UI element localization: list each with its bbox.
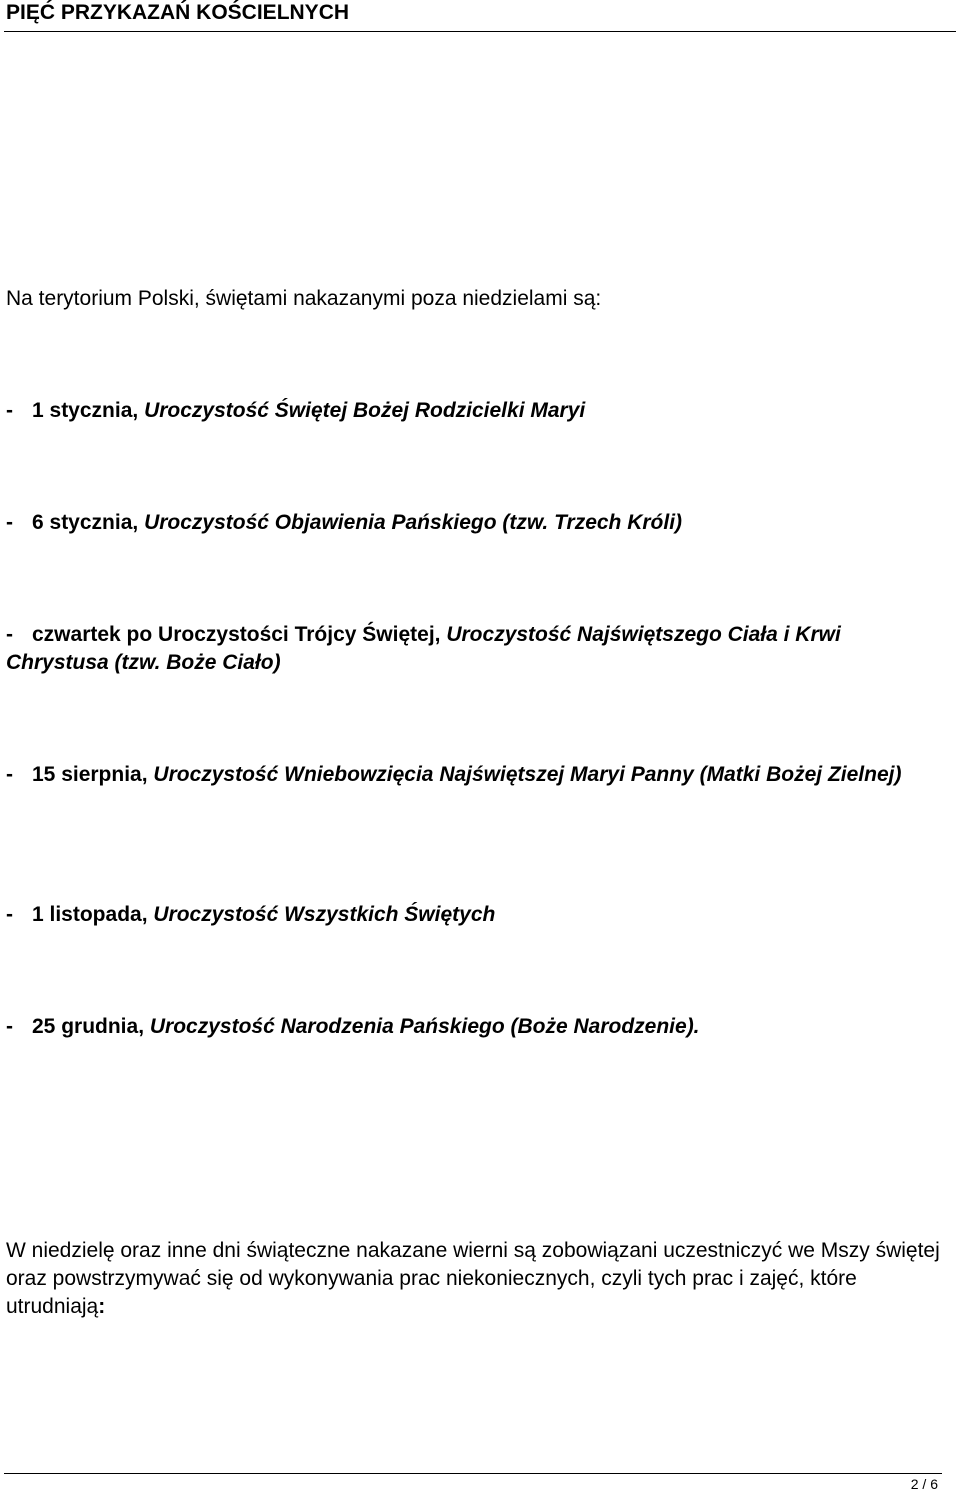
feast-dash: -: [6, 1015, 13, 1038]
feast-date: czwartek po Uroczystości Trójcy Świętej,: [32, 623, 441, 646]
page-number: 2 / 6: [910, 1476, 938, 1492]
feast-name: Uroczystość Świętej Bożej Rodzicielki Maryi: [144, 399, 586, 422]
feast-name: Uroczystość Wniebowzięcia Najświętszej Maryi Panny (Matki Bożej Zielnej): [153, 763, 902, 786]
feast-date: 1 stycznia,: [32, 399, 139, 422]
footer-divider: [4, 1473, 942, 1474]
feast-date: 1 listopada,: [32, 903, 148, 926]
feast-name: Uroczystość Najświętszego Ciała i Krwi Chrystusa (tzw. Boże Ciało): [6, 623, 841, 674]
feast-item: [6, 761, 946, 789]
intro-paragraph: Na terytorium Polski, świętami nakazanymi poza niedzielami są:: [6, 287, 602, 310]
feast-item: [6, 509, 946, 537]
feast-name: Uroczystość Wszystkich Świętych: [153, 903, 496, 926]
closing-text: W niedzielę oraz inne dni świąteczne nakazane wierni są zobowiązani uczestniczyć we Mszy świętej oraz powstrzymywać się od wykonywania prac niekoniecznych, czyli tych prac i zajęć, które utrudniają: [6, 1239, 940, 1318]
closing-paragraph: [6, 1237, 946, 1321]
feast-date: 25 grudnia,: [32, 1015, 145, 1038]
feast-dash: -: [6, 399, 13, 422]
feast-item: [6, 397, 946, 425]
page-title: PIĘĆ PRZYKAZAŃ KOŚCIELNYCH: [6, 1, 350, 24]
feast-item: [6, 1013, 946, 1041]
feast-date: 6 stycznia,: [32, 511, 139, 534]
header-divider: [4, 31, 956, 32]
feast-name: Uroczystość Narodzenia Pańskiego (Boże Narodzenie).: [149, 1015, 700, 1038]
feast-dash: -: [6, 903, 13, 926]
feast-dash: -: [6, 623, 13, 646]
closing-colon: :: [98, 1295, 106, 1318]
feast-date: 15 sierpnia,: [32, 763, 148, 786]
feast-name: Uroczystość Objawienia Pańskiego (tzw. Trzech Króli): [144, 511, 683, 534]
feast-dash: -: [6, 763, 13, 786]
feast-item: [6, 901, 946, 929]
feast-dash: -: [6, 511, 13, 534]
feast-item: [6, 621, 946, 677]
